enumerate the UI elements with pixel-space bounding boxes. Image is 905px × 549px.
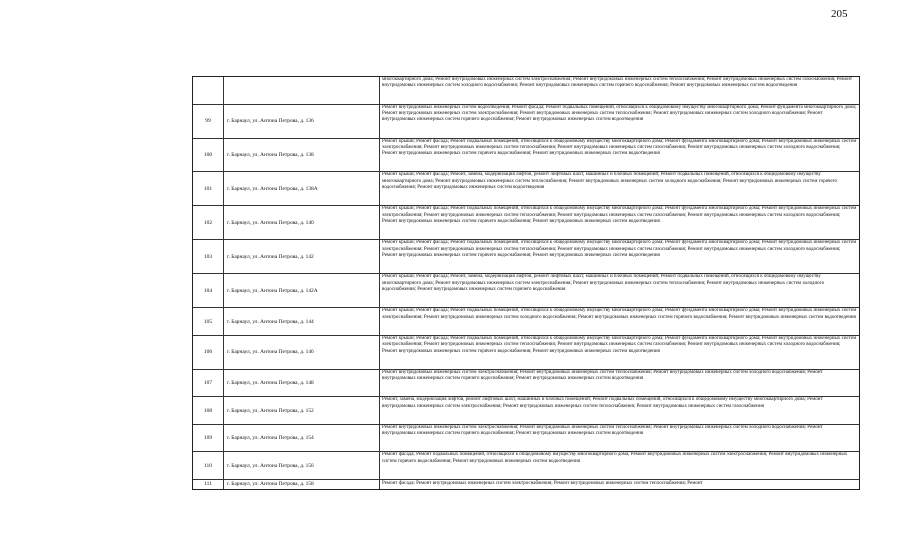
row-number: 106 [193,336,224,369]
row-number: 105 [193,308,224,335]
table-row [193,138,859,172]
row-address: г. Барнаул, ул. Антона Петрова, д. 142А [224,274,380,307]
row-address: г. Барнаул, ул. Антона Петрова, д. 152 [224,397,380,424]
row-works: Ремонт фасада; Ремонт внутридомовых инженерных систем электроснабжения; Ремонт внутридомовых инженерных систем теплоснабжения; Ремонт [382,480,703,486]
row-address: г. Барнаул, ул. Антона Петрова, д. 144 [224,308,380,335]
page-number: 205 [831,8,848,20]
row-works: Ремонт крыши; Ремонт фасада; Ремонт подвальных помещений, относящихся к общедомовому имуществу многоквартирного дома; Ремонт фундамента многоквартирного дома; Ремонт внутридомовых инженерных систем электроснабжения; Ремонт внутридомовых инженерных систем теплоснабжения; Ремонт внутридомовых инженерных систем газоснабжения; Ремонт внутридомовых инженерных систем холодного водоснабжения; Ремонт внутридомовых инженерных систем горячего водоснабжения; Ремонт внутридомовых инженерных систем водоотведения [382,138,857,157]
row-address [224,77,380,104]
row-number: 110 [193,452,224,479]
row-works: Ремонт внутридомовых инженерных систем водоотведения; Ремонт фасада; Ремонт подвальных помещений, относящихся к общедомовому имуществу многоквартирного дома; Ремонт фундамента многоквартирного дома; Ремонт внутридомовых инженерных систем электроснабжения; Ремонт внутридомовых инженерных систем теплоснабжения; Ремонт внутридомовых инженерных систем холодного водоснабжения; Ремонт внутридомовых инженерных систем горячего водоснабжения; Ремонт внутридомовых инженерных систем водоотведения [382,104,857,123]
row-number: 100 [193,139,224,172]
row-works: Ремонт крыши; Ремонт фасада; Ремонт подвальных помещений, относящихся к общедомовому имуществу многоквартирного дома; Ремонт фундамента многоквартирного дома; Ремонт внутридомовых инженерных систем электроснабжения; Ремонт внутридомовых инженерных систем теплоснабжения; Ремонт внутридомовых инженерных систем газоснабжения; Ремонт внутридомовых инженерных систем холодного водоснабжения; Ремонт внутридомовых инженерных систем горячего водоснабжения; Ремонт внутридомовых инженерных систем водоотведения [382,240,857,259]
row-number: 102 [193,206,224,239]
row-works: Ремонт, замена, модернизация лифтов, ремонт лифтовых шахт, машинных и блочных помещений; Ремонт подвальных помещений, относящихся к общедомовому имуществу многоквартирного дома; Ремонт внутридомовых инженерных систем электроснабжения; Ремонт внутридомовых инженерных систем теплоснабжения; Ремонт внутридомовых инженерных систем газоснабжения [382,397,823,409]
row-number: 103 [193,240,224,273]
row-address: г. Барнаул, ул. Антона Петрова, д. 146 [224,336,380,369]
table-row [193,396,859,424]
table-row [193,239,859,273]
row-address: г. Барнаул, ул. Антона Петрова, д. 136 [224,105,380,138]
repair-works-table [192,76,860,490]
row-address: г. Барнаул, ул. Антона Петрова, д. 138 [224,139,380,172]
row-works: Ремонт крыши; Ремонт фасада; Ремонт, замена, модернизация лифтов, ремонт лифтовых шахт, машинных и блочных помещений; Ремонт подвальных помещений, относящихся к общедомовому имуществу многоквартирного дома; Ремонт внутридомовых инженерных систем теплоснабжения; Ремонт внутридомовых инженерных систем холодного водоснабжения; Ремонт внутридомовых инженерных систем горячего водоснабжения; Ремонт внутридомовых инженерных систем водоотведения [382,172,838,191]
row-works: Ремонт внутридомовых инженерных систем электроснабжения; Ремонт внутридомовых инженерных систем теплоснабжения; Ремонт внутридомовых инженерных систем холодного водоснабжения; Ремонт внутридомовых инженерных систем горячего водоснабжения; Ремонт внутридомовых инженерных систем водоотведения [382,424,823,437]
row-address: г. Барнаул, ул. Антона Петрова, д. 140 [224,206,380,239]
row-works: Ремонт крыши; Ремонт фасада; Ремонт подвальных помещений, относящихся к общедомовому имуществу многоквартирного дома; Ремонт фундамента многоквартирного дома; Ремонт внутридомовых инженерных систем электроснабжения; Ремонт внутридомовых инженерных систем холодного водоснабжения; Ремонт внутридомовых инженерных систем горячего водоснабжения; Ремонт внутридомовых инженерных систем водоотведения [382,308,857,320]
row-address: г. Барнаул, ул. Антона Петрова, д. 148 [224,370,380,397]
row-works: Ремонт крыши; Ремонт фасада; Ремонт подвальных помещений, относящихся к общедомовому имуществу многоквартирного дома; Ремонт фундамента многоквартирного дома; Ремонт внутридомовых инженерных систем электроснабжения; Ремонт внутридомовых инженерных систем теплоснабжения; Ремонт внутридомовых инженерных систем газоснабжения; Ремонт внутридомовых инженерных систем холодного водоснабжения; Ремонт внутридомовых инженерных систем горячего водоснабжения; Ремонт внутридомовых инженерных систем водоотведения [382,335,857,354]
row-address: г. Барнаул, ул. Антона Петрова, д. 138А [224,172,380,205]
row-number [193,77,224,104]
table-row [193,479,859,489]
table-row [193,424,859,452]
table-row [193,451,859,479]
row-address: г. Барнаул, ул. Антона Петрова, д. 142 [224,240,380,273]
row-works: Ремонт внутридомовых инженерных систем электроснабжения; Ремонт внутридомовых инженерных систем теплоснабжения; Ремонт внутридомовых инженерных систем холодного водоснабжения; Ремонт внутридомовых инженерных систем горячего водоснабжения; Ремонт внутридомовых инженерных систем водоотведения [382,369,823,382]
table-row [193,369,859,397]
row-number: 104 [193,274,224,307]
row-works: многоквартирного дома; Ремонт внутридомовых инженерных систем электроснабжения; Ремонт внутридомовых инженерных систем теплоснабжения; Ремонт внутридомовых инженерных систем газоснабжения; Ремонт внутридомовых инженерных систем холодного водоснабжения; Ремонт внутридомовых инженерных систем горячего водоснабжения; Ремонт внутридомовых инженерных систем водоотведения [382,77,853,89]
table-row [193,273,859,307]
row-number: 109 [193,425,224,452]
row-works: Ремонт крыши; Ремонт фасада; Ремонт, замена, модернизация лифтов, ремонт лифтовых шахт, машинных и блочных помещений; Ремонт подвальных помещений, относящихся к общедомовому имуществу многоквартирного дома; Ремонт внутридомовых инженерных систем электроснабжения; Ремонт внутридомовых инженерных систем теплоснабжения; Ремонт внутридомовых инженерных систем холодного водоснабжения; Ремонт внутридомовых инженерных систем горячего водоснабжения [382,274,825,293]
row-number: 107 [193,370,224,397]
row-number: 99 [193,105,224,138]
row-number: 101 [193,172,224,205]
row-address: г. Барнаул, ул. Антона Петрова, д. 158 [224,480,380,489]
row-number: 111 [193,480,224,489]
table-row [193,104,859,138]
table-row [193,171,859,205]
table-row [193,307,859,335]
row-address: г. Барнаул, ул. Антона Петрова, д. 154 [224,425,380,452]
row-address: г. Барнаул, ул. Антона Петрова, д. 156 [224,452,380,479]
table-row [193,205,859,239]
row-number: 108 [193,397,224,424]
table-row [193,77,859,104]
row-works: Ремонт крыши; Ремонт фасада; Ремонт подвальных помещений, относящихся к общедомовому имуществу многоквартирного дома; Ремонт фундамента многоквартирного дома; Ремонт внутридомовых инженерных систем электроснабжения; Ремонт внутридомовых инженерных систем теплоснабжения; Ремонт внутридомовых инженерных систем газоснабжения; Ремонт внутридомовых инженерных систем холодного водоснабжения; Ремонт внутридомовых инженерных систем горячего водоснабжения; Ремонт внутридомовых инженерных систем водоотведения [382,206,857,225]
row-works: Ремонт фасада; Ремонт подвальных помещений, относящихся к общедомовому имуществу многоквартирного дома; Ремонт внутридомовых инженерных систем электроснабжения; Ремонт внутридомовых инженерных систем горячего водоснабжения; Ремонт внутридомовых инженерных систем водоотведения [382,452,848,464]
table-row [193,335,859,369]
